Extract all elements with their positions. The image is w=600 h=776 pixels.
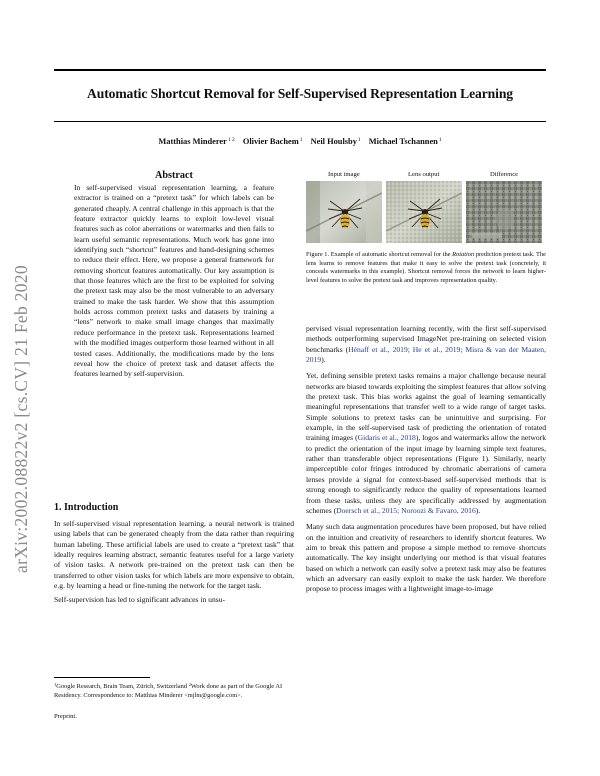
introduction-body [54, 519, 294, 610]
figure-label-input: Input image [328, 171, 360, 178]
paragraph-text: Yet, defining sensible pretext tasks remains a major challenge because neural networks are biased towards exploiting the simplest features that allow solving the pretext task. This bias works against the goal of learning semantically meaningful representations that transfer well to a wide range of target tasks. Simple solutions to pretext tasks can be unintuitive and surprising. For example, in the self-supervised task of predicting the orientation of rotated training images ( [306, 371, 546, 443]
author-list [54, 137, 546, 146]
paper-title: Automatic Shortcut Removal for Self-Supervised Representation Learning [87, 86, 513, 101]
figure-1-caption [306, 251, 546, 285]
preprint-label: Preprint. [54, 713, 77, 720]
author-1 [158, 137, 234, 146]
intro-paragraph-2: Self-supervision has led to significant advances in unsu- [54, 595, 226, 605]
title-rule-bottom [54, 121, 546, 122]
title-rule-top [54, 69, 546, 71]
author-name: Neil Houlsby [310, 137, 357, 146]
footnote [54, 681, 294, 700]
footnote-marker: 2 [188, 682, 191, 687]
figure-label-difference: Difference [490, 171, 519, 178]
author-4 [369, 137, 442, 146]
correspondence-text: Work done as part of the Google AI Residency. Correspondence to: Matthias Minderer <mjlm@google.com>. [54, 683, 283, 699]
caption-text: prediction pretext task. The lens learns to remove features that make it easy to solve the pretext task (concretely, it conceals watermarks in this example). Shortcut removal forces the network to learn higher-level features to solve the pretext task and improves representation quality. [306, 251, 546, 284]
author-affiliation: 1 [438, 137, 442, 143]
author-name: Olivier Bachem [242, 137, 299, 146]
right-paragraph-2 [306, 371, 546, 516]
affiliation-text: Google Research, Brain Team, Zürich, Switzerland [56, 683, 188, 690]
right-paragraph-3: Many such data augmentation procedures have been proposed, but have relied on the intuition and creativity of researchers to identify shortcut features. We aim to break this pattern and propose a simple method to remove shortcuts automatically. The key insight underlying our method is that visual features based on which a network can easily solve a pretext task may also be features which an adversary can easily exploit to make the task harder. We therefore propose to process images with a lightweight image-to-image [306, 522, 546, 594]
abstract-text: In self-supervised visual representation learning, a feature extractor is trained on a “pretext task” for which labels can be generated cheaply. A central challenge in this approach is that the feature extractor quickly learns to exploit low-level visual features such as color aberrations or watermarks and then fails to learn useful semantic representations. Much work has gone into identifying such “shortcut” features and hand-designing schemes to reduce their effect. Here, we propose a general framework for removing shortcut features automatically. Our key assumption is that those features which are the first to be exploited for solving the pretext task may also be the most vulnerable to an adversary trained to make the task harder. We show that this assumption holds across common pretext tasks and datasets by training a “lens” network to make small image changes that maximally reduce performance in the pretext task. Representations learned with the modified images outperform those learned without in all tested cases. Additionally, the modifications made by the lens reveal how the choice of pretext task and dataset affects the features learned by self-supervision. [74, 183, 274, 379]
paragraph-text: ). [321, 355, 326, 365]
author-affiliation: 1 [299, 137, 303, 143]
citation-link[interactable]: Gidaris et al., 2018 [357, 433, 416, 443]
footnote-rule [54, 677, 150, 678]
author-name: Matthias Minderer [158, 137, 227, 146]
caption-text: Example of automatic shortcut removal for the [329, 251, 453, 258]
author-3 [311, 137, 361, 146]
figure-difference-image [466, 181, 542, 243]
figure-lens-output-image [386, 181, 462, 243]
figure-input-image [306, 181, 382, 243]
figure-1-labels [306, 171, 546, 181]
figure-label-lens-output: Lens output [408, 171, 440, 178]
author-affiliation: 1 [357, 137, 361, 143]
author-affiliation: 1 2 [227, 137, 235, 143]
footnote-marker: 1 [54, 682, 57, 687]
right-column-body [306, 324, 546, 601]
citation-link[interactable]: Doersch et al., 2015; Noroozi & Favaro, 2016 [336, 505, 476, 515]
arxiv-stamp: arXiv:2002.08822v2 [cs.CV] 21 Feb 2020 [11, 265, 31, 573]
paragraph-text: pervised visual representation learning recently, with the first self-supervised methods outperforming supervised ImageNet pre-training on selected vision benchmarks ( [306, 324, 546, 354]
citation-link[interactable]: Hénaff et al., 2019; He et al., 2019; Misra & van der Maaten, 2019 [306, 344, 546, 365]
intro-paragraph-1: In self-supervised visual representation learning, a neural network is trained using labels that can be generated cheaply from the data rather than requiring human labeling. These artificial labels are used to create a “pretext task” that ideally requires learning abstract, semantic features useful for a large variety of vision tasks. A network pre-trained on the pretext task can then be transferred to other vision tasks for which labels are more expensive to obtain, e.g. by learning a head or fine-tuning the network for the target task. [54, 519, 294, 591]
author-name: Michael Tschannen [368, 137, 438, 146]
paragraph-text: ), logos and watermarks allow the network to predict the orientation of the input image by learning simple text features, rather than transferable object representations (Figure 1). Similarly, nearly imperceptible color fringes introduced by chromatic aberrations of camera lenses provide a signal for context-based self-supervised methods that is strong enough to significantly reduce the quality of representations learned from these tasks, unless they are specifically addressed by augmentation schemes ( [306, 433, 546, 515]
figure-number: Figure 1. [306, 251, 330, 258]
abstract-heading: Abstract [155, 170, 193, 181]
caption-task-name: Rotation [452, 251, 475, 258]
section-heading-introduction: 1. Introduction [54, 502, 119, 513]
author-2 [243, 137, 303, 146]
right-paragraph-1 [306, 324, 546, 365]
paragraph-text: ). [475, 505, 481, 515]
